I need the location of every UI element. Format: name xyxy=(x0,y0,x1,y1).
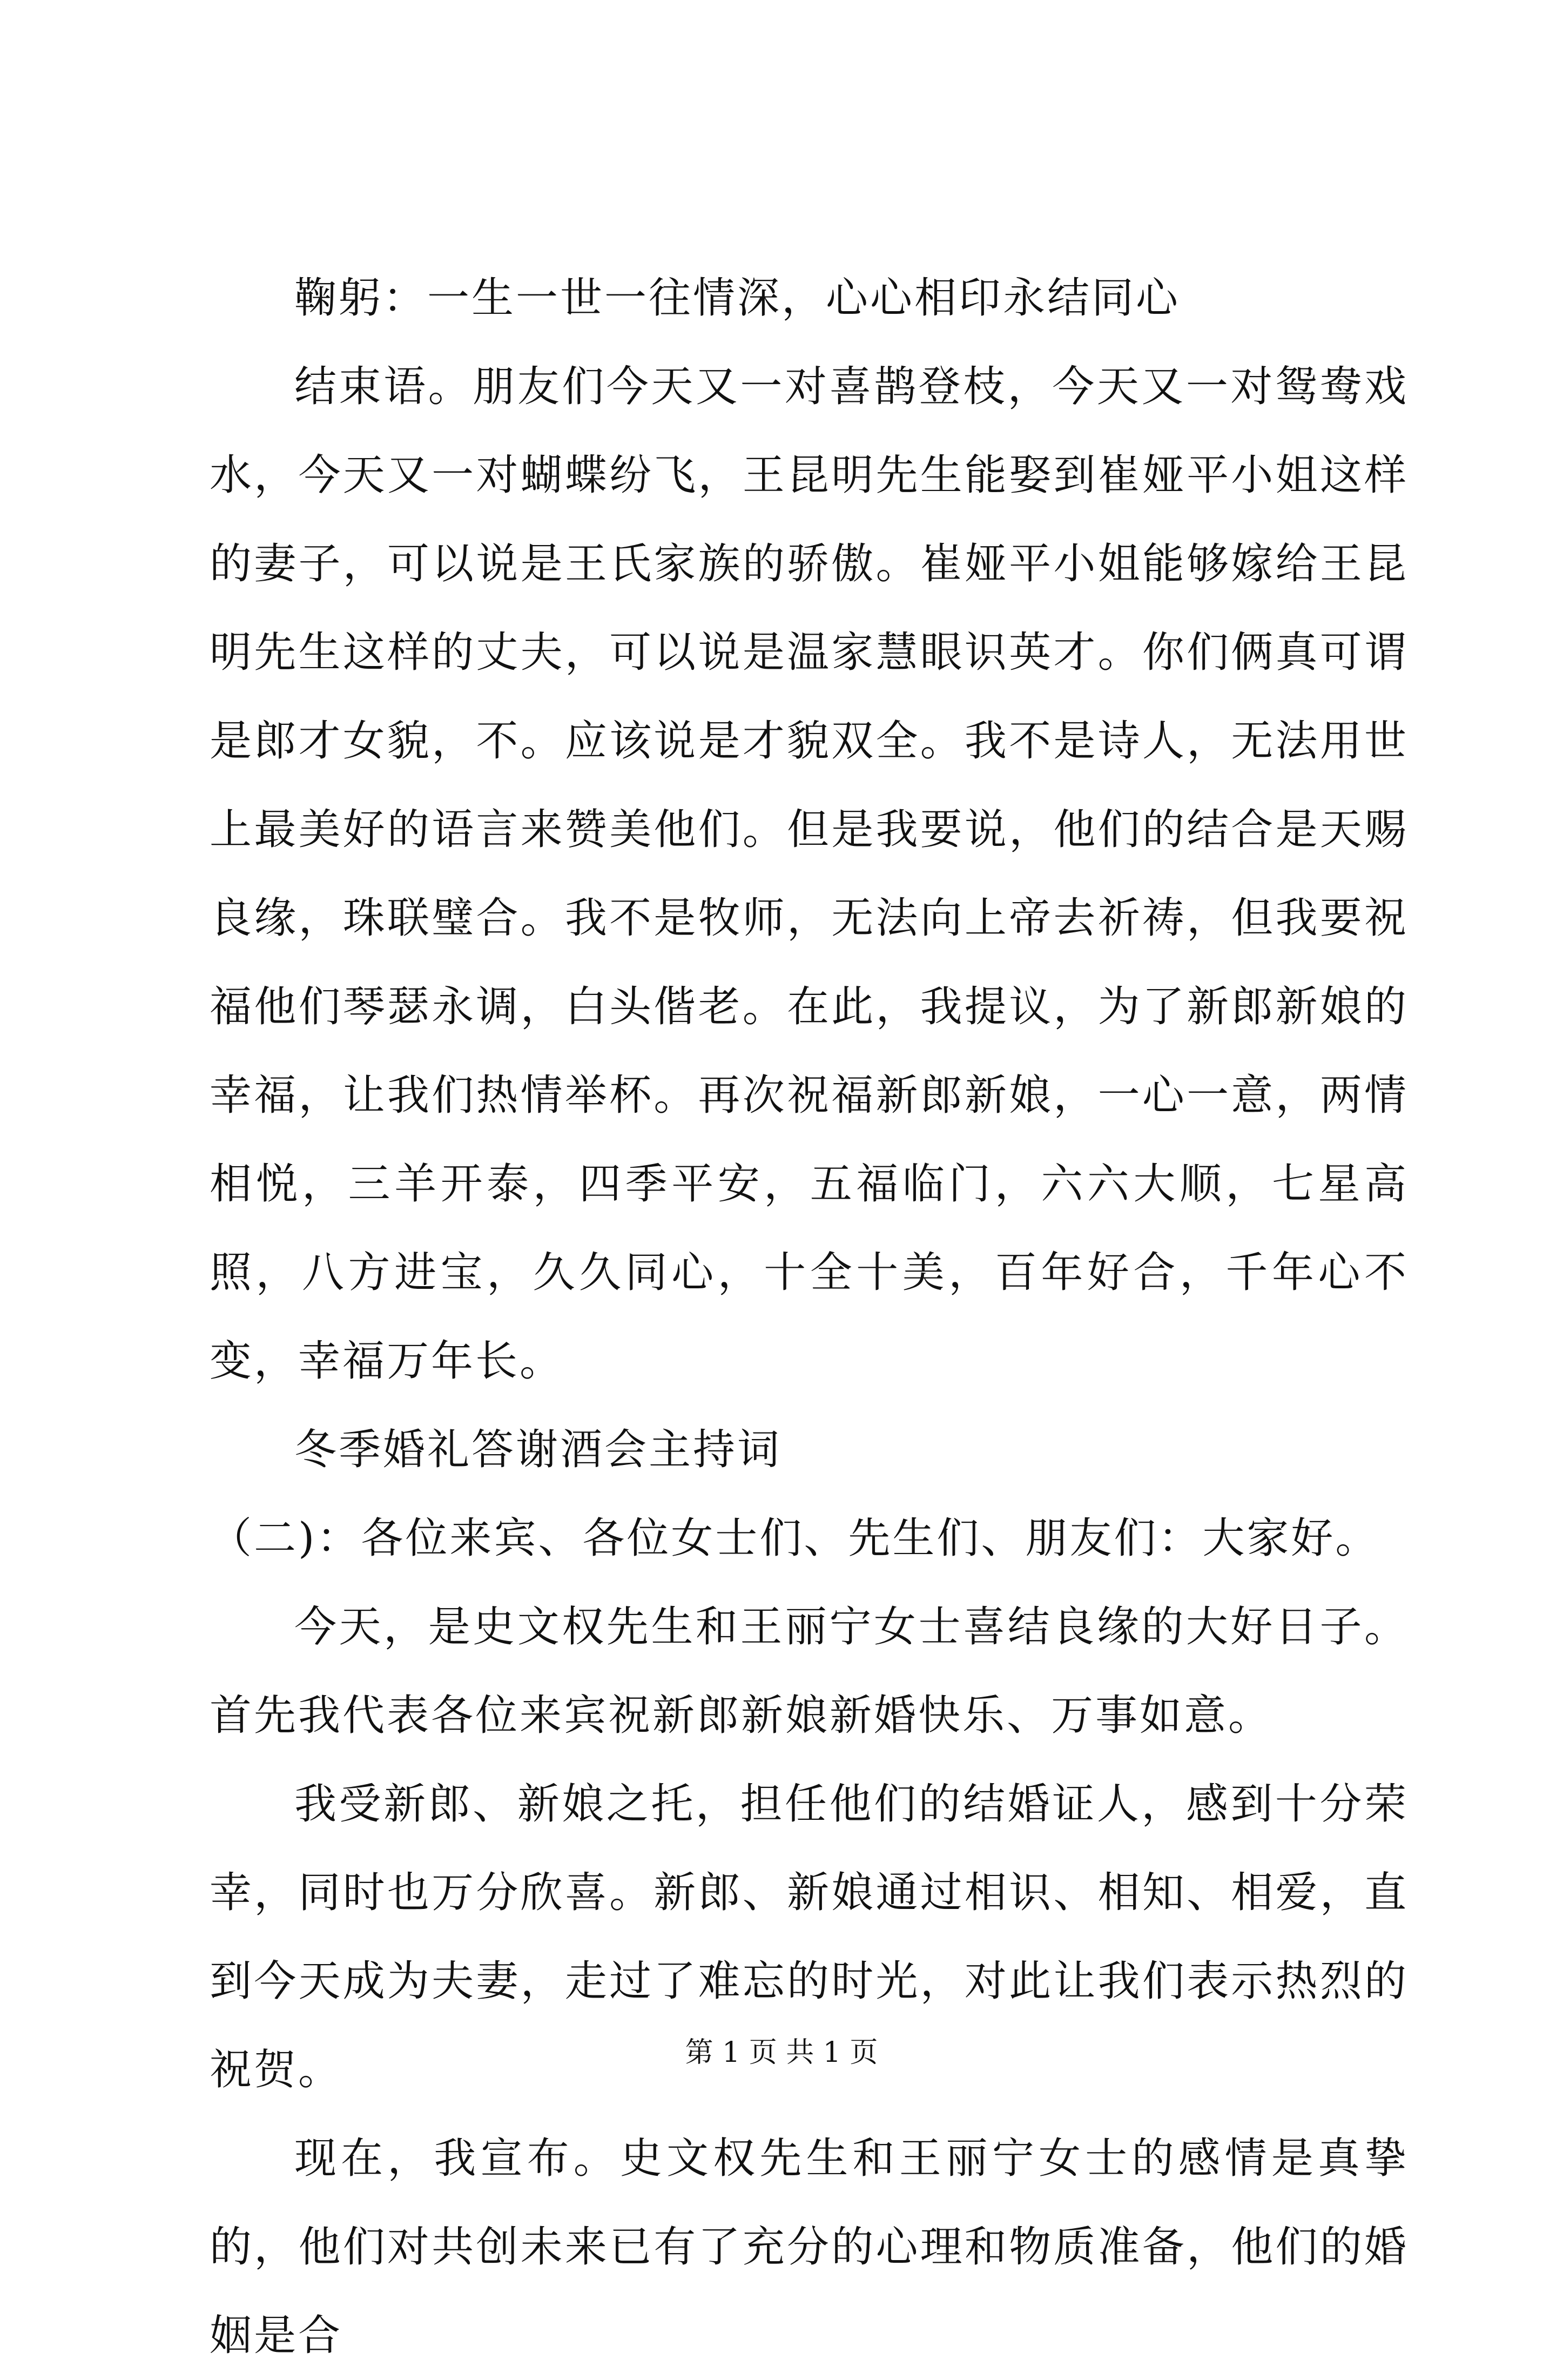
paragraph-bow: 鞠躬：一生一世一往情深，心心相印永结同心 xyxy=(294,274,1181,322)
section-title: 冬季婚礼答谢酒会主持词 xyxy=(294,1426,782,1474)
paragraph-closing-remarks: 结束语。朋友们今天又一对喜鹊登枝，今天又一对鸳鸯戏水，今天又一对蝴蝶纷飞，王昆明先生能娶到崔娅平小姐这样的妻子，可以说是王氏家族的骄傲。崔娅平小姐能够嫁给王昆明先生这样的丈夫，可以说是温家慧眼识英才。你们俩真可谓是郎才女貌，不。应该说是才貌双全。我不是诗人，无法用世上最美好的语言来赞美他们。但是我要说，他们的结合是天赐良缘，珠联璧合。我不是牧师，无法向上帝去祈祷，但我要祝福他们琴瑟永调，白头偕老。在此，我提议，为了新郎新娘的幸福，让我们热情举杯。再次祝福新郎新娘，一心一意，两情相悦，三羊开泰，四季平安，五福临门，六六大顺，七星高照，八方进宝，久久同心，十全十美，百年好合，千年心不变，幸福万年长。 xyxy=(210,362,1409,1386)
paragraph-witness: 我受新郎、新娘之托，担任他们的结婚证人，感到十分荣幸，同时也万分欣喜。新郎、新娘通过相识、相知、相爱，直到今天成为夫妻，走过了难忘的时光，对此让我们表示热烈的祝贺。 xyxy=(210,1780,1409,2094)
page-footer: 第 1 页 共 1 页 xyxy=(685,2036,878,2069)
paragraph-greeting: （二)：各位来宾、各位女士们、先生们、朋友们：大家好。 xyxy=(210,1514,1380,1563)
paragraph-announcement: 现在，我宣布。史文权先生和王丽宁女士的感情是真挚的，他们对共创未来已有了充分的心理和物质准备，他们的婚姻是合 xyxy=(210,2134,1409,2360)
paragraph-today: 今天，是史文权先生和王丽宁女士喜结良缘的大好日子。首先我代表各位来宾祝新郎新娘新婚快乐、万事如意。 xyxy=(210,1603,1409,1740)
